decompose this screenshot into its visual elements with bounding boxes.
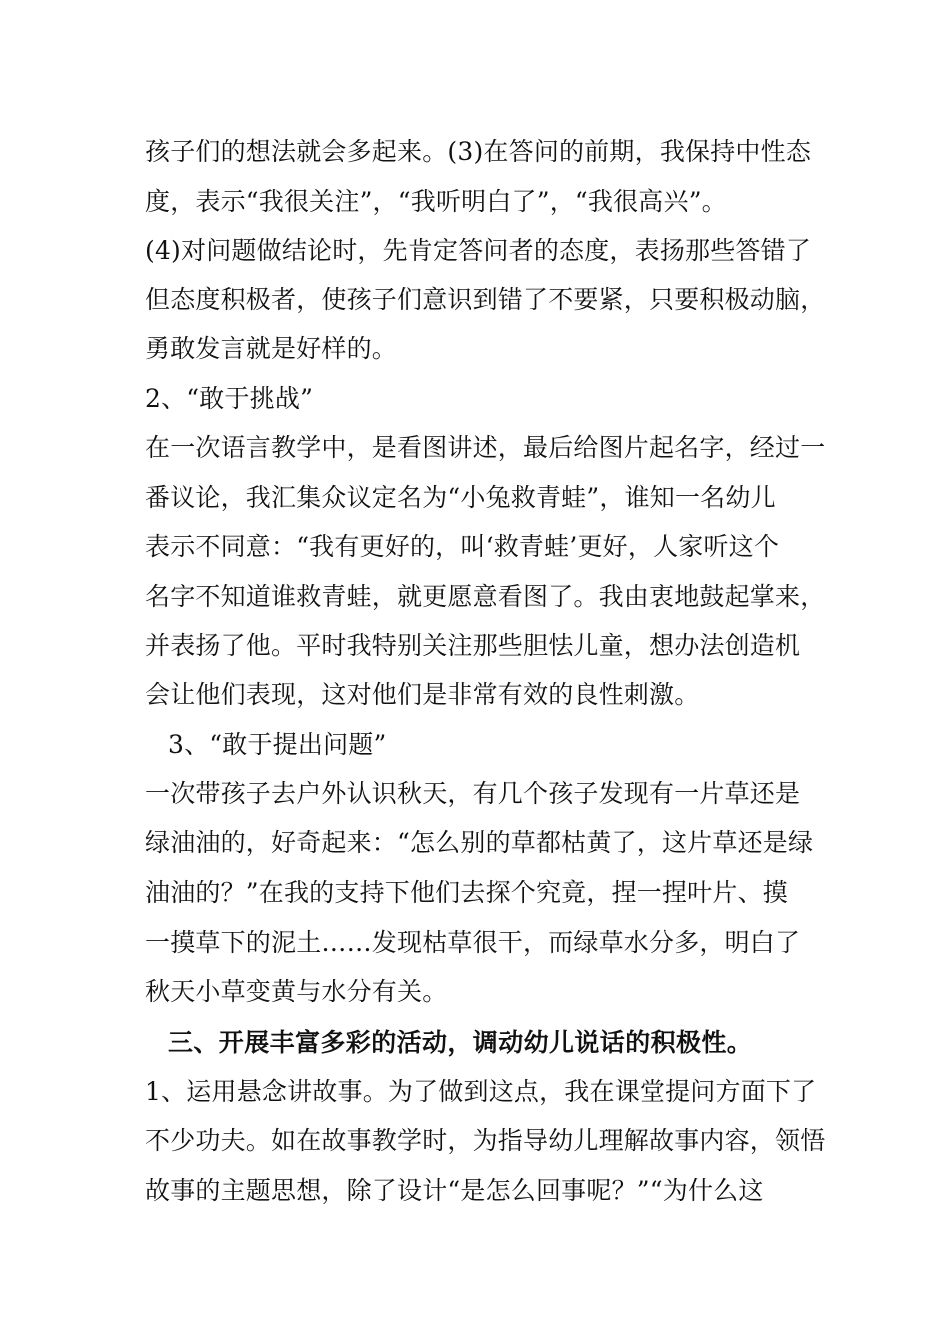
paragraph-line: 秋天小草变黄与水分有关。 [145, 977, 448, 1006]
section-heading: 2、“敢于挑战” [145, 384, 314, 413]
paragraph-line: 孩子们的想法就会多起来。(3)在答问的前期，我保持中性态 [145, 137, 812, 166]
paragraph-line: 油油的？”在我的支持下他们去探个究竟，捏一捏叶片、摸 [145, 878, 788, 907]
paragraph-line: 会让他们表现，这对他们是非常有效的良性刺激。 [145, 680, 700, 709]
paragraph-line: 度，表示“我很关注”，“我听明白了”，“我很高兴”。 [145, 187, 727, 216]
paragraph-line: 但态度积极者，使孩子们意识到错了不要紧，只要积极动脑， [145, 285, 826, 314]
paragraph-line: 一摸草下的泥土……发现枯草很干，而绿草水分多，明白了 [145, 928, 801, 957]
paragraph-line: 不少功夫。如在故事教学时，为指导幼儿理解故事内容，领悟 [145, 1126, 826, 1155]
paragraph-line: 并表扬了他。平时我特别关注那些胆怯儿童，想办法创造机 [145, 631, 801, 660]
paragraph-line: 1、运用悬念讲故事。为了做到这点，我在课堂提问方面下了 [145, 1077, 817, 1106]
paragraph-line: 勇敢发言就是好样的。 [145, 334, 398, 363]
section-heading: 3、“敢于提出问题” [168, 730, 387, 759]
paragraph-line: 番议论，我汇集众议定名为“小兔救青蛙”，谁知一名幼儿 [145, 483, 776, 512]
paragraph-line: 绿油油的，好奇起来：“怎么别的草都枯黄了，这片草还是绿 [145, 828, 814, 857]
chapter-heading: 三、开展丰富多彩的活动，调动幼儿说话的积极性。 [168, 1028, 753, 1057]
paragraph-line: 在一次语言教学中，是看图讲述，最后给图片起名字，经过一 [145, 433, 826, 462]
paragraph-line: 表示不同意：“我有更好的，叫‘救青蛙’更好，人家听这个 [145, 532, 780, 561]
paragraph-line: 一次带孩子去户外认识秋天，有几个孩子发现有一片草还是 [145, 779, 801, 808]
paragraph-line: (4)对问题做结论时，先肯定答问者的态度，表扬那些答错了 [145, 236, 812, 265]
paragraph-line: 故事的主题思想，除了设计“是怎么回事呢？”“为什么这 [145, 1176, 764, 1205]
paragraph-line: 名字不知道谁救青蛙，就更愿意看图了。我由衷地鼓起掌来， [145, 582, 826, 611]
